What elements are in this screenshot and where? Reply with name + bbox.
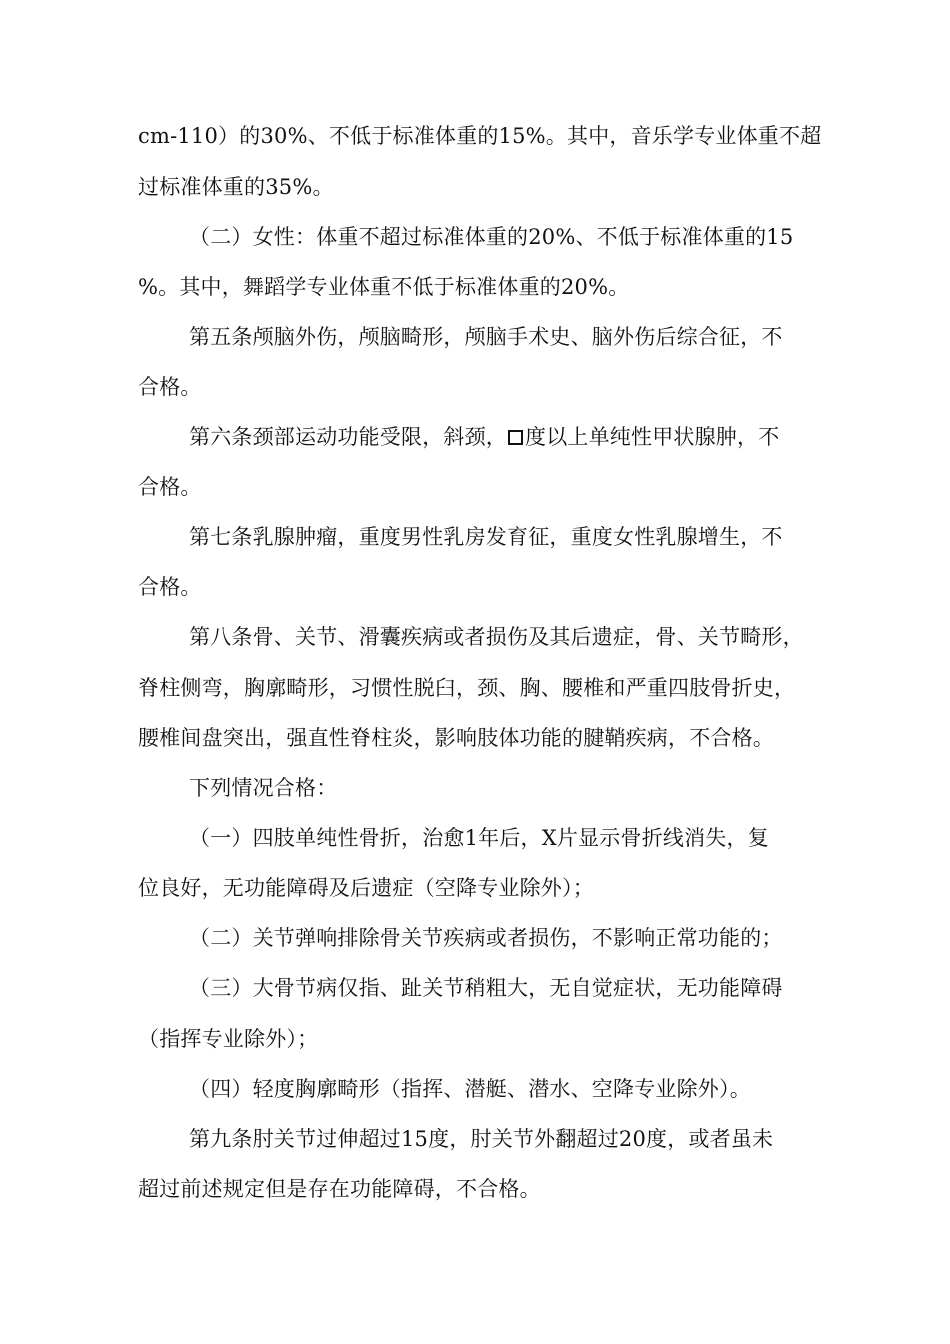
text-line-18: （三）大骨节病仅指、趾关节稍粗大，无自觉症状，无功能障碍 xyxy=(189,976,783,1000)
text-line-1: cm-110）的30%、不低于标准体重的15%。其中，音乐学专业体重不超 xyxy=(138,124,822,148)
text-line-16: 位良好，无功能障碍及后遗症（空降专业除外）； xyxy=(138,876,594,900)
text-line-11: 第八条骨、关节、滑囊疾病或者损伤及其后遗症，骨、关节畸形， xyxy=(189,625,804,649)
text-line-17: （二）关节弹响排除骨关节疾病或者损伤，不影响正常功能的； xyxy=(189,926,783,950)
text-line-15: （一）四肢单纯性骨折，治愈1年后，X片显示骨折线消失，复 xyxy=(189,826,769,850)
text-line-2: 过标准体重的35%。 xyxy=(138,175,334,199)
text-line-7-part-2: 度以上单纯性甲状腺肿，不 xyxy=(525,425,780,449)
text-line-7-part-1: 第六条颈部运动功能受限，斜颈， xyxy=(189,425,507,449)
text-line-3: （二）女性：体重不超过标准体重的20%、不低于标准体重的15 xyxy=(189,225,794,249)
text-line-12: 脊柱侧弯，胸廓畸形，习惯性脱臼，颈、胸、腰椎和严重四肢骨折史， xyxy=(138,676,796,700)
text-line-13: 腰椎间盘突出，强直性脊柱炎，影响肢体功能的腱鞘疾病，不合格。 xyxy=(138,726,774,750)
text-line-22: 超过前述规定但是存在功能障碍，不合格。 xyxy=(138,1177,541,1201)
text-line-7 xyxy=(189,421,829,453)
missing-character-box-icon xyxy=(508,430,523,445)
text-line-21: 第九条肘关节过伸超过15度，肘关节外翻超过20度，或者虽未 xyxy=(189,1127,774,1151)
text-line-9: 第七条乳腺肿瘤，重度男性乳房发育征，重度女性乳腺增生，不 xyxy=(189,525,783,549)
text-line-19: （指挥专业除外）； xyxy=(138,1027,319,1051)
text-line-4: %。其中，舞蹈学专业体重不低于标准体重的20%。 xyxy=(138,275,630,299)
text-line-5: 第五条颅脑外伤，颅脑畸形，颅脑手术史、脑外伤后综合征，不 xyxy=(189,325,783,349)
text-line-10: 合格。 xyxy=(138,575,202,599)
text-line-6: 合格。 xyxy=(138,375,202,399)
text-line-14: 下列情况合格： xyxy=(189,776,338,800)
text-line-8: 合格。 xyxy=(138,475,202,499)
text-line-20: （四）轻度胸廓畸形（指挥、潜艇、潜水、空降专业除外）。 xyxy=(189,1077,751,1101)
